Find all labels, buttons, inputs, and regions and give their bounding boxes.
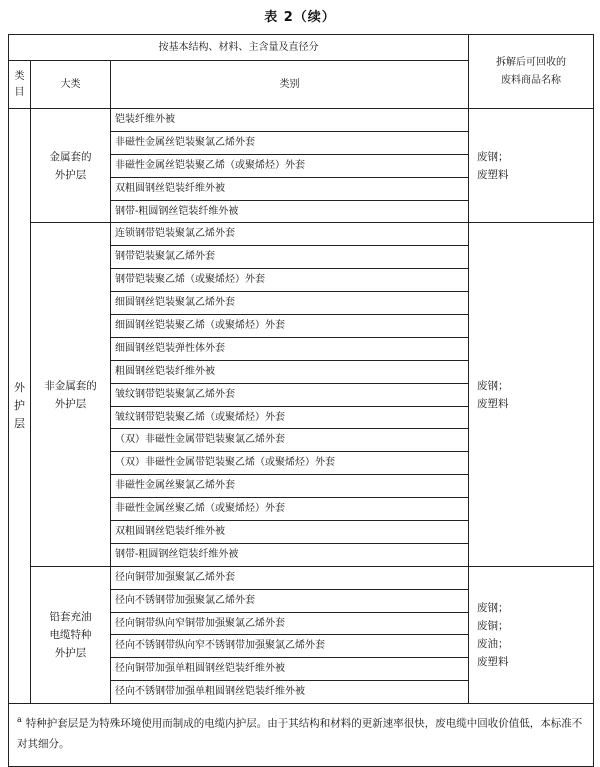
category-cell: 外 护 层 xyxy=(9,109,31,704)
type-cell: 非磁性金属丝铠装聚乙烯（或聚烯烃）外套 xyxy=(111,154,469,177)
header-type: 类别 xyxy=(111,61,469,109)
type-cell: 径向铜带加强单粗圆钢丝铠装纤维外被 xyxy=(111,658,469,681)
type-cell: 径向不锈钢带加强聚氯乙烯外套 xyxy=(111,589,469,612)
type-cell: 连锁钢带铠装聚氯乙烯外套 xyxy=(111,223,469,246)
type-cell: 细圆钢丝铠装聚乙烯（或聚烯烃）外套 xyxy=(111,315,469,338)
type-cell: 细圆钢丝铠装聚氯乙烯外套 xyxy=(111,292,469,315)
type-cell: 皱纹钢带铠装聚乙烯（或聚烯烃）外套 xyxy=(111,406,469,429)
type-cell: 非磁性金属丝铠装聚氯乙烯外套 xyxy=(111,131,469,154)
cable-sheath-table xyxy=(8,34,594,767)
footnote-marker: a xyxy=(17,715,22,725)
type-cell: 钢带-粗圆钢丝铠装纤维外被 xyxy=(111,200,469,223)
type-cell: 钢带铠装聚乙烯（或聚烯烃）外套 xyxy=(111,269,469,292)
type-cell: 皱纹钢带铠装聚氯乙烯外套 xyxy=(111,383,469,406)
type-cell: 钢带-粗圆钢丝铠装纤维外被 xyxy=(111,543,469,566)
table-row xyxy=(9,566,594,589)
major-category-cell: 铅套充油 电缆特种 外护层 xyxy=(31,566,111,703)
footnote-text: 特种护套层是为特殊环境使用而制成的电缆内护层。由于其结构和材料的更新速率很快，废电缆中回收价值低，本标准不对其细分。 xyxy=(17,717,583,750)
header-major: 大类 xyxy=(31,61,111,109)
waste-cell: 废钢； 废塑料 xyxy=(469,223,594,566)
type-cell: 非磁性金属丝聚氯乙烯外套 xyxy=(111,475,469,498)
type-cell: （双）非磁性金属带铠装聚氯乙烯外套 xyxy=(111,429,469,452)
type-cell: 径向不锈钢带加强单粗圆钢丝铠装纤维外被 xyxy=(111,681,469,704)
major-category-cell: 金属套的 外护层 xyxy=(31,109,111,223)
type-cell: 双粗圆钢丝铠装纤维外被 xyxy=(111,177,469,200)
major-category-cell: 非金属套的 外护层 xyxy=(31,223,111,566)
type-cell: 粗圆钢丝铠装纤维外被 xyxy=(111,360,469,383)
table-row xyxy=(9,223,594,246)
type-cell: 细圆钢丝铠装弹性体外套 xyxy=(111,337,469,360)
type-cell: 径向铜带纵向窄铜带加强聚氯乙烯外套 xyxy=(111,612,469,635)
header-waste: 拆解后可回收的 废料商品名称 xyxy=(469,35,594,109)
table-row xyxy=(9,109,594,132)
header-category: 类 目 xyxy=(9,61,31,109)
type-cell: （双）非磁性金属带铠装聚乙烯（或聚烯烃）外套 xyxy=(111,452,469,475)
type-cell: 径向不锈钢带纵向窄不锈钢带加强聚氯乙烯外套 xyxy=(111,635,469,658)
type-cell: 非磁性金属丝聚乙烯（或聚烯烃）外套 xyxy=(111,498,469,521)
waste-cell: 废钢； 废铜； 废油； 废塑料 xyxy=(469,566,594,703)
type-cell: 钢带铠装聚氯乙烯外套 xyxy=(111,246,469,269)
type-cell: 铠装纤维外被 xyxy=(111,109,469,132)
type-cell: 双粗圆钢丝铠装纤维外被 xyxy=(111,521,469,544)
header-group: 按基本结构、材料、主含量及直径分 xyxy=(9,35,469,61)
waste-cell: 废钢； 废塑料 xyxy=(469,109,594,223)
table-caption: 表 2（续） xyxy=(264,10,336,25)
footnote xyxy=(9,704,594,767)
type-cell: 径向铜带加强聚氯乙烯外套 xyxy=(111,566,469,589)
